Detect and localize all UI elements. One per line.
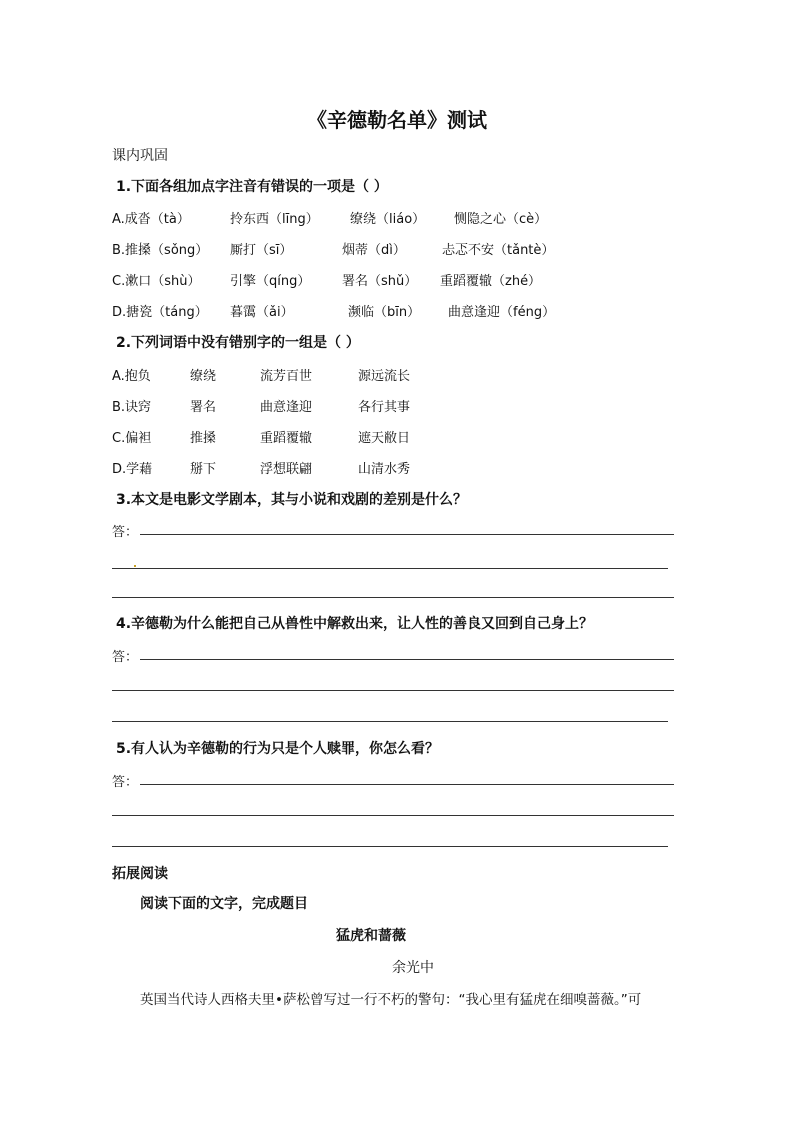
option-item: C.偏袒: [112, 431, 152, 446]
article-paragraph: 英国当代诗人西格夫里•萨松曾写过一行不朽的警句：“我心里有猛虎在细嗅蔷薇。”可: [140, 992, 642, 1008]
option-item: C.漱口（shù）: [112, 274, 201, 289]
option-item: 拎东西（līng）: [230, 212, 319, 227]
option-item: 恻隐之心（cè）: [454, 212, 548, 227]
option-item: 缭绕: [190, 369, 217, 384]
question-3: 3.本文是电影文学剧本，其与小说和戏剧的差别是什么？: [116, 492, 468, 508]
answer-label: 答：: [112, 525, 139, 540]
section-heading-in-class: 课内巩固: [112, 148, 168, 164]
answer-line[interactable]: [112, 721, 668, 722]
answer-label: 答：: [112, 650, 139, 665]
page-title: 《辛德勒名单》测试: [307, 108, 487, 132]
answer-line[interactable]: [112, 597, 674, 598]
option-item: 推搡: [190, 431, 217, 446]
reading-instruction: 阅读下面的文字，完成题目: [140, 896, 308, 912]
question-1: 1.下面各组加点字注音有错误的一项是（ ）: [116, 179, 388, 195]
answer-label: 答：: [112, 775, 139, 790]
option-item: A.抱负: [112, 369, 151, 384]
option-item: 山清水秀: [358, 462, 411, 477]
option-item: A.成沓（tà）: [112, 212, 190, 227]
option-item: 掰下: [190, 462, 217, 477]
option-item: 缭绕（liáo）: [350, 212, 426, 227]
answer-line[interactable]: [140, 784, 674, 785]
option-item: 署名: [190, 400, 217, 415]
option-item: 流芳百世: [260, 369, 313, 384]
option-item: 重蹈覆辙: [260, 431, 313, 446]
article-author: 余光中: [392, 960, 434, 976]
option-item: 浮想联翩: [260, 462, 313, 477]
option-item: 厮打（sī）: [230, 243, 293, 258]
option-item: 曲意逢迎: [260, 400, 313, 415]
option-item: B.推搡（sǒng）: [112, 243, 209, 258]
question-2: 2.下列词语中没有错别字的一组是（ ）: [116, 335, 360, 351]
option-item: 引擎（qíng）: [230, 274, 311, 289]
option-item: 重蹈覆辙（zhé）: [440, 274, 542, 289]
answer-line[interactable]: [112, 846, 668, 847]
option-item: 烟蒂（dì）: [342, 243, 406, 258]
answer-line[interactable]: [140, 659, 674, 660]
answer-line[interactable]: [112, 568, 668, 569]
question-5: 5.有人认为辛德勒的行为只是个人赎罪，你怎么看？: [116, 741, 440, 757]
section-heading-extended-reading: 拓展阅读: [112, 866, 168, 882]
option-item: 署名（shǔ）: [342, 274, 418, 289]
option-item: 遮天敝日: [358, 431, 411, 446]
option-item: 曲意逢迎（féng）: [448, 305, 556, 320]
option-item: 各行其事: [358, 400, 411, 415]
answer-line[interactable]: [140, 534, 674, 535]
answer-line[interactable]: [112, 690, 674, 691]
option-item: 暮霭（ǎi）: [230, 305, 294, 320]
option-item: D.学藉: [112, 462, 153, 477]
question-4: 4.辛德勒为什么能把自己从兽性中解救出来，让人性的善良又回到自己身上？: [116, 616, 594, 632]
article-title: 猛虎和蔷薇: [336, 928, 406, 944]
option-item: 濒临（bīn）: [348, 305, 421, 320]
stray-dot: [134, 565, 136, 567]
answer-line[interactable]: [112, 815, 674, 816]
option-item: 忐忑不安（tǎntè）: [442, 243, 555, 258]
option-item: D.搪瓷（táng）: [112, 305, 208, 320]
option-item: 源远流长: [358, 369, 411, 384]
option-item: B.诀窍: [112, 400, 152, 415]
